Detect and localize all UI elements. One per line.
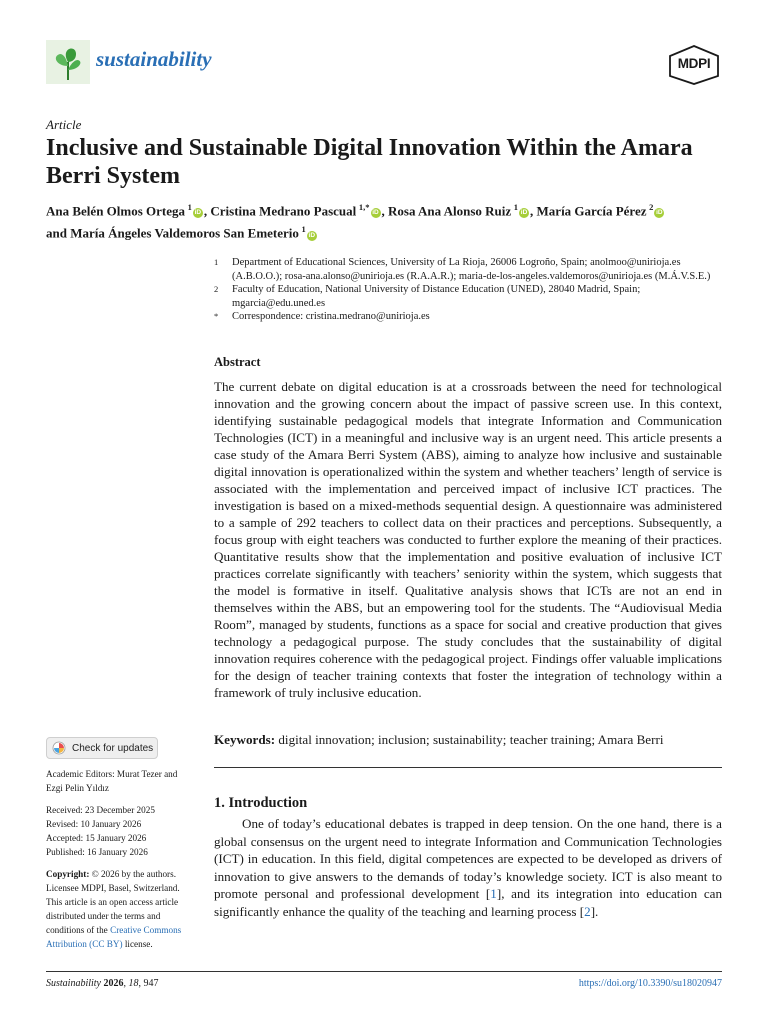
- keywords-divider: [214, 767, 722, 768]
- orcid-icon[interactable]: iD: [308, 231, 316, 239]
- journal-name: sustainability: [96, 47, 212, 71]
- accepted-date: Accepted: 15 January 2026: [46, 833, 147, 843]
- affiliation-text: Faculty of Education, National University of Distance Education (UNED), 28040 Madrid, Spain; mgarcia@edu.uned.es: [232, 284, 641, 309]
- citation-link[interactable]: 2: [584, 903, 591, 919]
- author-list: Ana Belén Olmos Ortega $^1$iD , Cristina Medrano Pascual $^{1,*}$iD , Rosa Ana Alonso Ruiz $^1$iD , María García Pérez $^2$iD and María Ángeles Valdemoros San Emeterio $^1$iD: [46, 202, 663, 241]
- publisher-logo: [666, 44, 722, 86]
- affiliation-item: [214, 256, 724, 283]
- keywords: [214, 731, 722, 748]
- footer-divider: [46, 971, 722, 972]
- author-affiliation-mark: 1,*: [358, 202, 370, 212]
- orcid-icon[interactable]: iD: [520, 209, 528, 217]
- copyright-notice: [46, 867, 196, 951]
- published-date: Published: 16 January 2026: [46, 847, 148, 857]
- copyright-label: Copyright:: [46, 869, 90, 879]
- revised-date: Revised: 10 January 2026: [46, 819, 142, 829]
- footer-volume: 18: [128, 978, 139, 989]
- footer-journal: Sustainability: [46, 978, 101, 989]
- doi-link[interactable]: https://doi.org/10.3390/su18020947: [578, 978, 722, 989]
- author-affiliation-mark: 1: [187, 202, 192, 212]
- check-updates-icon: [52, 741, 66, 755]
- affiliation-mark: 2: [214, 284, 219, 294]
- author-affiliation-mark: 1: [301, 224, 306, 235]
- author-affiliation-mark: 2: [649, 202, 654, 212]
- author-name: Cristina Medrano Pascual: [210, 203, 357, 219]
- publisher-name: MDPI: [677, 56, 711, 71]
- author-name: and María Ángeles Valdemoros San Emeterio: [46, 225, 299, 241]
- article-title: Inclusive and Sustainable Digital Innovation Within the Amara Berri System: [46, 135, 693, 189]
- correspondence-text: Correspondence: cristina.medrano@unirioja.es: [232, 311, 430, 322]
- abstract-heading: Abstract: [214, 355, 261, 369]
- orcid-icon[interactable]: iD: [372, 209, 379, 217]
- citation-link[interactable]: 1: [490, 886, 497, 901]
- keywords-text: digital innovation; inclusion; sustainability; teacher training; Amara Berri: [275, 732, 664, 747]
- section-heading-introduction: 1. Introduction: [214, 795, 308, 811]
- received-date: Received: 23 December 2025: [46, 805, 155, 815]
- academic-editors: Academic Editors: Murat Tezer and Ezgi Pelin Yıldız: [46, 769, 178, 793]
- license-link[interactable]: Creative Commons Attribution (CC BY): [46, 925, 182, 949]
- journal-logo-icon: [46, 40, 90, 84]
- keywords-label: Keywords:: [214, 732, 276, 747]
- article-type: Article: [46, 117, 82, 132]
- introduction-paragraph: One of today’s educational debates is trapped in deep tension. On the one hand, there is a global consensus on the urgent need to integrate Information and Communication Technologies (ICT) in education. In this field, digital competences are expected to be developed as drivers of innovation to give answers to the demands of today’s knowledge society. ICT is also meant to promote personal and professional development [1], and its integration into education can significantly enhance the quality of the teaching and learning process [2].: [214, 816, 722, 919]
- affiliation-item: [214, 283, 724, 310]
- affiliations: [214, 256, 724, 324]
- author-name: Rosa Ana Alonso Ruiz: [388, 203, 512, 219]
- author-name: Ana Belén Olmos Ortega: [46, 203, 186, 219]
- check-for-updates-button[interactable]: [46, 737, 158, 759]
- affiliation-mark: 1: [214, 257, 219, 267]
- footer-year: 2026: [103, 978, 124, 989]
- footer-citation: Sustainability 2026, 18, 947: [46, 978, 159, 989]
- abstract-text: The current debate on digital education is at a crossroads between the need for technological innovation and the growing concern about the impact of passive screen use. In this context, identifying sustainable pedagogical models that integrate Information and Communication Technologies (ICT) in a meaningful and inclusive way is an urgent need. This article presents a case study of the Amara Berri System (ABS), aiming to analyze how inclusive and sustainable digital innovation is operationalized within the system and whether teachers’ length of service is associated with the implementation and perceived impact of inclusive ICT practices. The investigation is based on a mixed-methods sequential design. A questionnaire was administered to a sample of 292 teachers to collect data on their practices and perceptions. Subsequently, a focus group with eight teachers was conducted to further explore the meaning of their practices. Quantitative results show that the implementation and positive evaluation of inclusive ICT practices correlate significantly with teachers’ seniority within the system, which suggests that the model is formative in itself. Qualitative analysis shows that ICTs are not an end in themselves within the ABS, but an empowering tool for the students. The “Audiovisual Media Room”, managed by students, functions as a space for social and creative production that gives technology a pedagogical purpose. The study concludes that the sustainability of digital innovation requires coherence with the pedagogical project. Findings offer valuable implications for the design of teacher training contexts that foster the integration of technology within a framework of truly inclusive education.: [214, 379, 722, 700]
- affiliation-item: [214, 310, 724, 324]
- article-info-sidebar: [46, 767, 196, 951]
- affiliation-mark: *: [214, 311, 219, 321]
- orcid-icon[interactable]: iD: [656, 209, 663, 217]
- check-updates-label: Check for updates: [72, 742, 154, 754]
- orcid-icon[interactable]: iD: [194, 209, 202, 217]
- affiliation-text: Department of Educational Sciences, University of La Rioja, 26006 Logroño, Spain; anolmoo@unirioja.es (A.B.O.O.); rosa-ana.alonso@unirioja.es (R.A.A.R.); maria-de-los-angeles.valdemoros@unirioja.es (M.Á.V.S.E.): [232, 257, 711, 282]
- author-name: María García Pérez: [536, 203, 647, 219]
- copyright-text: © 2026 by the authors. Licensee MDPI, Basel, Switzerland. This article is an open access article distributed under the terms and conditions of the: [46, 869, 180, 935]
- author-affiliation-mark: 1: [513, 202, 519, 212]
- license-end: license.: [122, 939, 153, 949]
- footer-article-number: 947: [143, 978, 159, 989]
